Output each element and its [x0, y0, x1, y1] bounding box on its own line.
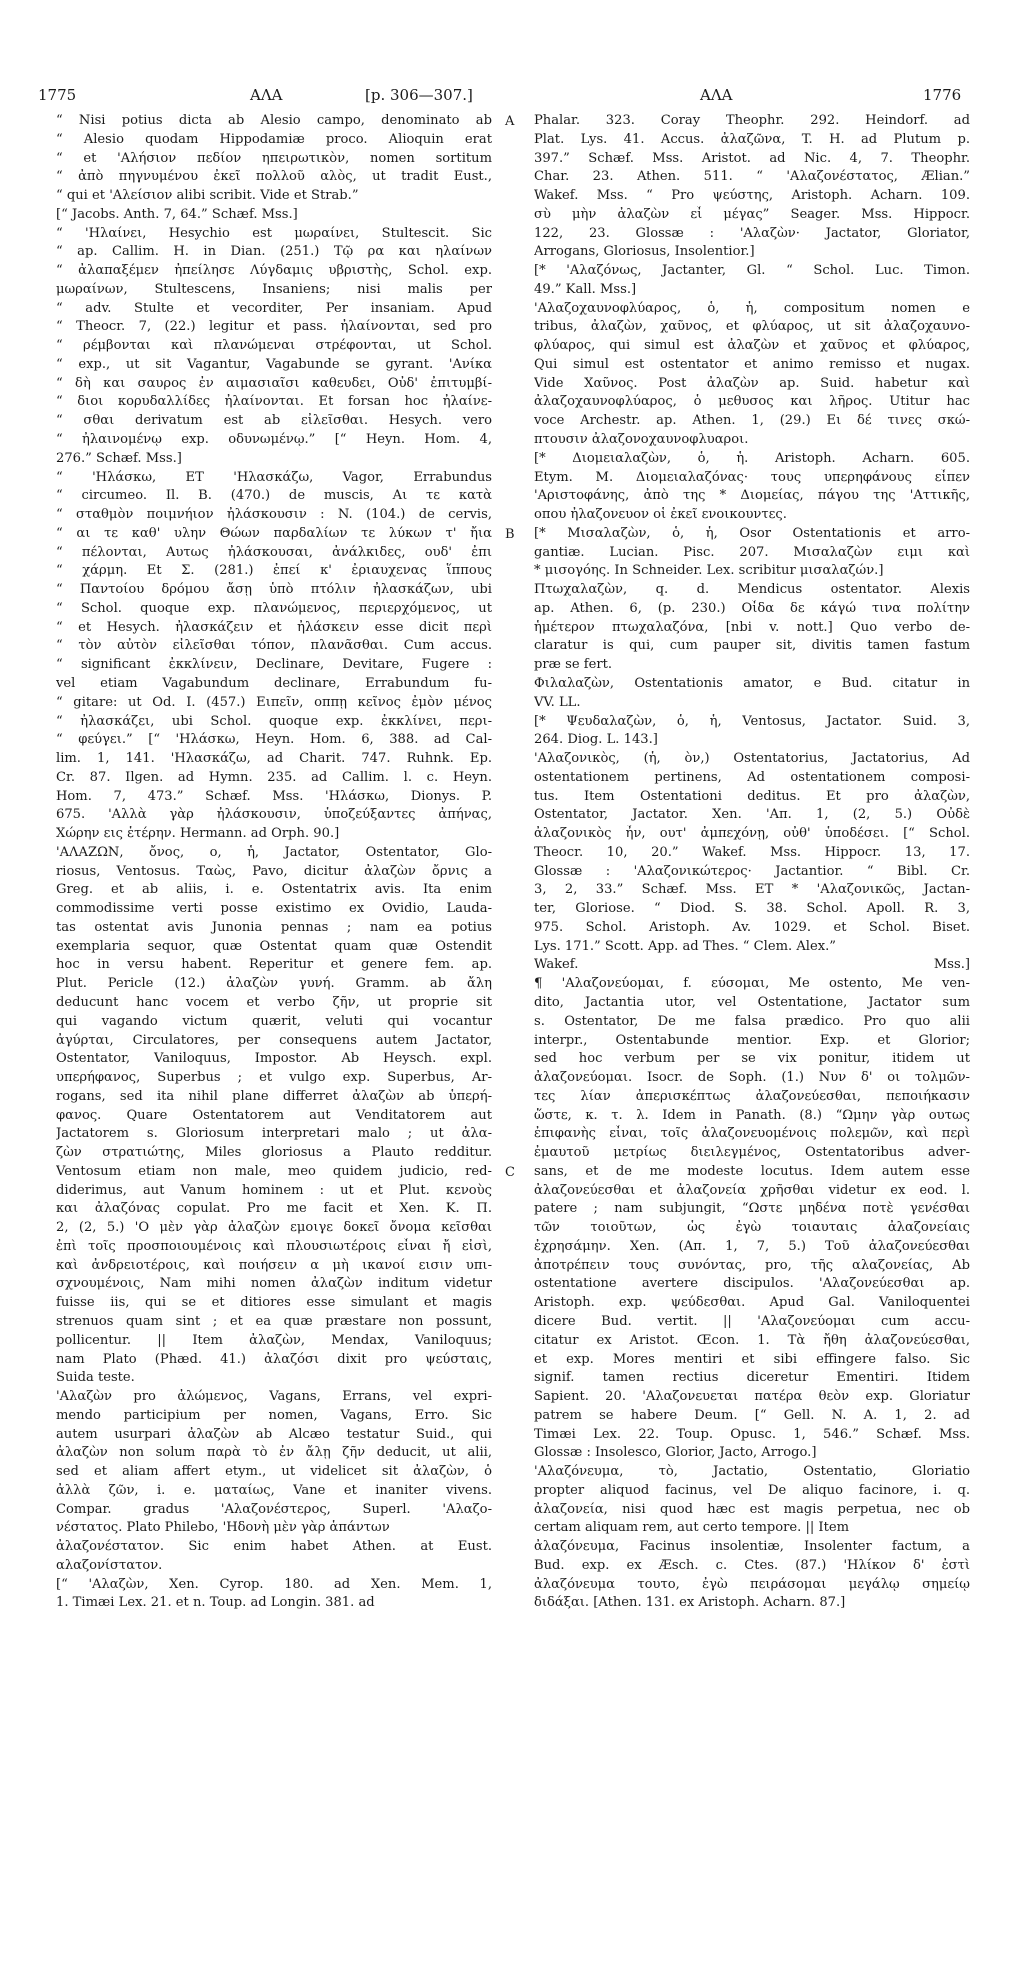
- text-line: VV. LL.: [534, 694, 581, 710]
- text-line: “ ρέμβονται καὶ πλανώμεναι στρέφονται, ut Schol.: [56, 338, 492, 354]
- text-line: 2, (2, 5.) 'Ο μὲν γὰρ ἀλαζὼν εμοιγε δοκεῖ ὄνομα κεῖσθαι: [56, 1220, 492, 1236]
- margin-mark-b: B: [505, 527, 515, 542]
- text-line: diderimus, aut Vanum hominem : ut et Plut. κενοὺς: [56, 1182, 492, 1198]
- right-page-number: 1776: [923, 86, 962, 104]
- text-line: tas ostentat avis Junonia pennas ; nam ea potius: [56, 919, 492, 935]
- text-line: “ qui et 'Αλείσιον alibi scribit. Vide et Strab.”: [56, 188, 359, 204]
- text-line: tus. Item Ostentationi deditus. Et pro ἀλαζὼν,: [534, 788, 970, 804]
- text-line: qui vagando victum quærit, veluti qui vocantur: [56, 1013, 492, 1029]
- text-line: “ Παντοίου δρόμου ἄσῃ ὑπὸ πτόλιν ἠλασκάζων, ubi: [56, 582, 492, 598]
- text-line: claratur is qui, cum pauper sit, divitis tamen fastum: [534, 638, 970, 654]
- text-line: “ πέλονται, Αυτως ἠλάσκουσαι, ἀνάλκιδες, ουδ' ἐπι: [56, 544, 492, 560]
- text-line: citatur ex Aristot. Œcon. 1. Τὰ ἤθη ἀλαζονεύεσθαι,: [534, 1332, 970, 1348]
- text-line: pollicentur. || Item ἀλαζὼν, Mendax, Vaniloquus;: [56, 1332, 492, 1348]
- text-line: ¶ 'Αλαζονεύομαι, f. εύσομαι, Me ostento, Me ven-: [534, 976, 970, 992]
- text-line: “ circumeo. Il. B. (470.) de muscis, Αι τε κατὰ: [56, 488, 492, 504]
- text-line: Cr. 87. Ilgen. ad Hymn. 235. ad Callim. l. c. Heyn.: [56, 769, 492, 785]
- text-line: διδάξαι. [Athen. 131. ex Aristoph. Acharn. 87.]: [534, 1595, 846, 1611]
- text-line: 3, 2, 33.” Schæf. Mss. ΕΤ * 'Αλαζονικῶς, Jactan-: [534, 882, 970, 898]
- text-line: φλύαρος, qui simul est ἀλαζὼν et χαῦνος et φλύαρος,: [534, 338, 970, 354]
- text-line: “ 'Ηλάσκω, ΕΤ 'Ηλασκάζω, Vagor, Errabundus: [56, 469, 492, 485]
- text-line: Glossæ : Insolesco, Glorior, Jacto, Arrogo.]: [534, 1445, 817, 1461]
- text-line: ἐπὶ τοῖς προσποιουμένοις καὶ πλουσιωτέροις εἶναι ἤ εἰσὶ,: [56, 1238, 492, 1254]
- text-line: 'ΑΛΑΖΩΝ, ὄνος, ο, ἡ, Jactator, Ostentator, Glo-: [56, 844, 492, 860]
- text-line: “ δὴ και σαυρος ἐν αιμασιαῖσι καθευδει, Οὐδ' ἐπιτυμβί-: [56, 375, 492, 391]
- text-line: 675. 'Αλλὰ γὰρ ἠλάσκουσιν, ὑποζεύξαντες ἀπήνας,: [56, 807, 492, 823]
- text-line: καὶ ἀνδρειοτέροις, καὶ ποιήσειν α μὴ ικανοί εισιν υπι-: [56, 1257, 492, 1273]
- text-line: “ exp., ut sit Vagantur, Vagabunde se gyrant. 'Ανίκα: [56, 356, 492, 372]
- text-line: [“ Jacobs. Anth. 7, 64.” Schæf. Mss.]: [56, 206, 298, 222]
- text-line: fuisse iis, qui se et ditiores esse simulant et magis: [56, 1295, 492, 1311]
- text-line: “ ἀλαπαξέμεν ἠπείλησε Λύγδαμις υβριστὴς, Schol. exp.: [56, 263, 492, 279]
- text-line: [* Μισαλαζὼν, ὁ, ἡ, Osor Ostentationis et arro-: [534, 525, 970, 541]
- text-line: strenuos quam sint ; et ea quæ præstare non possunt,: [56, 1314, 492, 1329]
- text-line: “ ἠλασκάζει, ubi Schol. quoque exp. ἐκκλίνει, περι-: [56, 713, 492, 729]
- text-line: Compar. gradus 'Αλαζονέστερος, Superl. 'Αλαζο-: [56, 1501, 492, 1517]
- text-line: Greg. et ab aliis, i. e. Ostentatrix avis. Ita enim: [56, 882, 492, 898]
- text-line: vel etiam Vagabundum declinare, Errabundum fu-: [56, 675, 492, 691]
- text-line: “ Schol. quoque exp. πλανώμενος, περιερχόμενος, ut: [56, 600, 492, 616]
- text-line: Wakef. Mss. “ Pro ψεύστης, Aristoph. Acharn. 109.: [534, 188, 970, 204]
- text-line: Πτωχαλαζὼν, q. d. Mendicus ostentator. Alexis: [534, 582, 970, 598]
- text-line: 'Αριστοφάνης, ἀπὸ της * Διομείας, πάγου της 'Αττικῆς,: [534, 488, 970, 504]
- text-line: interpr., Ostentabunde mentior. Exp. et Glorior;: [534, 1032, 970, 1048]
- text-line: 'Αλαζὼν pro ἀλώμενος, Vagans, Errans, vel expri-: [56, 1389, 492, 1405]
- text-line: 'Αλαζόνευμα, τὸ, Jactatio, Ostentatio, Gloriatio: [534, 1464, 970, 1480]
- text-line: Ostentator, Jactator. Xen. 'Απ. 1, (2, 5.) Οὐδὲ: [534, 807, 970, 823]
- text-line: Ostentator, Vaniloquus, Impostor. Ab Heysch. expl.: [56, 1051, 492, 1067]
- text-line: “ Alesio quodam Hippodamiæ proco. Alioquin erat: [56, 131, 492, 147]
- text-line: “ et Hesych. ἠλασκάζειν et ἠλάσκειν esse dicit περὶ: [56, 619, 492, 635]
- text-line: Suida teste.: [56, 1370, 135, 1386]
- text-line: ἀλαζόνευμα τουτο, ἐγὼ πειράσομαι μεγάλῳ σημείῳ: [534, 1576, 970, 1592]
- text-line: “ ἀπὸ πηγνυμένου ἐκεῖ πολλοῦ αλὸς, ut tradit Eust.,: [56, 169, 492, 185]
- text-line: ἀλαζονέστατον. Sic enim habet Athen. at Eust.: [56, 1539, 492, 1555]
- text-line: patrem se habere Deum. [“ Gell. N. A. 1, 2. ad: [534, 1407, 970, 1423]
- text-line: nam Plato (Phæd. 41.) ἀλαζόσι dixit pro ψεύσταις,: [56, 1351, 492, 1367]
- text-line: propter aliquod facinus, vel De aliquo facinore, i. q.: [534, 1482, 970, 1498]
- text-line: ἀλλὰ ζῶν, i. e. ματαίως, Vane et inaniter vivens.: [56, 1482, 492, 1498]
- text-line: νέστατος. Plato Philebo, 'Ηδονὴ μὲν γὰρ ἁπάντων: [56, 1520, 390, 1536]
- text-line: * μισογόης. In Schneider. Lex. scribitur μισαλαζών.]: [534, 563, 884, 579]
- text-line: “ 'Ηλαίνει, Hesychio est μωραίνει, Stultescit. Sic: [56, 225, 492, 241]
- text-line: dicere Bud. vertit. || 'Αλαζονεύομαι cum accu-: [534, 1314, 970, 1329]
- text-line: [* 'Αλαζόνως, Jactanter, Gl. “ Schol. Luc. Timon.: [534, 263, 970, 279]
- text-line: tribus, ἀλαζὼν, χαῦνος, et φλύαρος, ut sit ἀλαζοχαυνο-: [534, 319, 970, 335]
- left-running-head: ΑΛΑ: [250, 86, 283, 104]
- text-line: riosus, Ventosus. Ταὼς, Pavo, dicitur ἀλαζὼν ὄρνις a: [56, 863, 492, 879]
- right-running-head: ΑΛΑ: [700, 86, 733, 104]
- text-line: “ et 'Αλήσιον πεδίον ηπειρωτικὸν, nomen sortitum: [56, 150, 492, 166]
- text-line: commodissime verti posse existimo ex Ovidio, Lauda-: [56, 901, 492, 917]
- text-line: Phalar. 323. Coray Theophr. 292. Heindorf. ad: [534, 113, 970, 128]
- text-line: ἀλαζονεύομαι. Isocr. de Soph. (1.) Νυν δ' οι τολμῶν-: [534, 1070, 970, 1086]
- text-line: lim. 1, 141. 'Ηλασκάζω, ad Charit. 747. Ruhnk. Ep.: [56, 751, 492, 767]
- text-line: Ventosum etiam non male, meo quidem judicio, red-: [56, 1163, 492, 1179]
- text-line: “ τὸν αὐτὸν εἰλεῖσθαι τόπον, πλανᾶσθαι. Cum accus.: [56, 638, 492, 654]
- text-line: “ gitare: ut Od. I. (457.) Ειπεῖν, οππῃ κεῖνος ἐμὸν μένος: [56, 694, 492, 710]
- text-line: deducunt hanc vocem et verbo ζῆν, ut proprie sit: [56, 994, 492, 1010]
- text-line: Lys. 171.” Scott. App. ad Thes. “ Clem. Alex.”: [534, 938, 836, 954]
- text-line: και ἀλαζόνας copulat. Pro me facit et Xen. Κ. Π.: [56, 1201, 492, 1217]
- text-line: υπερήφανος, Superbus ; et vulgo exp. Superbus, Ar-: [56, 1070, 492, 1086]
- text-line: “ Theocr. 7, (22.) legitur et pass. ἠλαίνονται, sed pro: [56, 319, 492, 335]
- left-column: [56, 112, 492, 1613]
- text-line: ἀλαζονεύεσθαι et ἀλαζονεία χρῆσθαι videtur ex eod. l.: [534, 1182, 970, 1198]
- text-line: Χώρην εις ἑτέρην. Hermann. ad Orph. 90.]: [56, 826, 340, 842]
- text-line: ἀλαζὼν non solum παρὰ τὸ ἐν ἄλῃ ζῆν deducit, ut alii,: [56, 1445, 492, 1461]
- text-line: ἐπιφανὴς εἶναι, τοῖς ἀλαζονευομένοις πολεμῶν, καὶ περὶ: [534, 1126, 970, 1142]
- text-line: [* Διομειαλαζὼν, ὁ, ἡ. Aristoph. Acharn. 605.: [534, 450, 970, 466]
- text-line: “ ἠλαινομένῳ exp. οδυνωμένῳ.” [“ Heyn. Hom. 4,: [56, 432, 492, 448]
- text-line: autem usurpari ἀλαζὼν ab Alcæo testatur Suid., qui: [56, 1426, 492, 1442]
- text-line: Bud. exp. ex Æsch. c. Ctes. (87.) 'Ηλίκον δ' ἐστὶ: [534, 1557, 970, 1573]
- text-line: dito, Jactantia utor, vel Ostentatione, Jactator sum: [534, 994, 970, 1010]
- text-line: exemplaria sequor, quæ Ostentat quam quæ Ostendit: [56, 938, 492, 954]
- text-line: “ ap. Callim. H. in Dian. (251.) Τῷ ρα και ηλαίνων: [56, 244, 492, 260]
- text-line: 264. Diog. L. 143.]: [534, 732, 658, 748]
- text-line: ἀποτρέπειν τους συνόντας, pro, τῆς αλαζονείας, Ab: [534, 1257, 970, 1273]
- text-line: τῶν τοιοῦτων, ὡς ἐγὼ τοιαυταις ἀλαζονείαις: [534, 1220, 970, 1236]
- text-line: Glossæ : 'Αλαζονικώτερος· Jactantior. “ Bibl. Cr.: [534, 863, 970, 879]
- text-line: 'Αλαζοχαυνοφλύαρος, ὁ, ἡ, compositum nomen e: [534, 300, 970, 316]
- text-line: ἐμαυτοῦ μετρίως διειλεγμένος, Ostentatoribus adver-: [534, 1145, 970, 1161]
- text-line: τες λίαν ἀπερισκέπτως ἀλαζονεύεσθαι, πεποιήκασιν: [534, 1088, 970, 1104]
- text-line: “ adv. Stulte et vecorditer, Per insaniam. Apud: [56, 300, 492, 316]
- text-line: [* Ψευδαλαζὼν, ὁ, ἡ, Ventosus, Jactator. Suid. 3,: [534, 713, 970, 729]
- text-line: Plut. Pericle (12.) ἀλαζὼν γυνή. Gramm. ab ἄλη: [56, 976, 492, 992]
- text-line: gantiæ. Lucian. Pisc. 207. Μισαλαζὼν ειμι καὶ: [534, 544, 970, 560]
- text-line: Φιλαλαζὼν, Ostentationis amator, e Bud. citatur in: [534, 675, 970, 691]
- text-line: Plat. Lys. 41. Accus. ἀλαζῶνα, T. H. ad Plutum p.: [534, 131, 970, 147]
- text-line: “ χάρμη. Et Σ. (281.) ἐπεί κ' ἐριαυχενας ἵππους: [56, 563, 492, 579]
- text-line: οπου ἠλαζονευον οἱ ἐκεῖ ενοικουντες.: [534, 507, 787, 523]
- text-line: μωραίνων, Stultescens, Insaniens; nisi malis per: [56, 281, 492, 297]
- text-line: Etym. M. Διομειαλαζόνας· τους υπερηφάνους εἶπεν: [534, 469, 970, 485]
- text-line: “ αι τε καθ' υλην Θώων παρδαλίων τε λύκων τ' ἤια: [56, 525, 492, 541]
- text-line: voce Archestr. ap. Athen. 1, (29.) Ει δέ τινες σκώ-: [534, 413, 970, 429]
- text-line: ἀλαζονικὸς ἦν, ουτ' ἀμπεχόνῃ, οὐθ' ὑποδέσει. [“ Schol.: [534, 826, 970, 842]
- text-line: Qui simul est ostentator et animo remisso et nugax.: [534, 356, 970, 372]
- page-range: [p. 306—307.]: [365, 86, 473, 104]
- text-line: sed hoc verbum per se vix ponitur, itidem ut: [534, 1051, 970, 1067]
- text-line: ἡμέτερον πτωχαλαζόνα, [nbi v. nott.] Quo verbo de-: [534, 619, 970, 635]
- text-line: ἀλαζόνευμα, Facinus insolentiæ, Insolenter factum, a: [534, 1539, 970, 1555]
- text-line: 276.” Schæf. Mss.]: [56, 450, 182, 466]
- text-line: [“ 'Αλαζὼν, Xen. Cyrop. 180. ad Xen. Mem. 1,: [56, 1576, 492, 1592]
- text-line: ὥστε, κ. τ. λ. Idem in Panath. (8.) “Ωμην γὰρ ουτως: [534, 1107, 970, 1123]
- text-line: 1. Timæi Lex. 21. et n. Toup. ad Longin. 381. ad: [56, 1595, 375, 1611]
- text-line: et exp. Mores mentiri et sibi effingere falso. Sic: [534, 1351, 970, 1367]
- text-line: Hom. 7, 473.” Schæf. Mss. 'Ηλάσκω, Dionys. P.: [56, 788, 492, 804]
- text-line: πτουσιν ἀλαζονοχαυνοφλυαροι.: [534, 432, 749, 448]
- text-line: 122, 23. Glossæ : 'Αλαζὼν· Jactator, Gloriator,: [534, 225, 970, 241]
- text-line: patere ; nam subjungit, “Ωστε μηδένα ποτὲ γενέσθαι: [534, 1201, 970, 1217]
- text-line: ἀλαζοχαυνοφλύαρος, ὁ μεθυσος και λῆρος. Utitur hac: [534, 394, 970, 410]
- margin-mark-c: C: [505, 1165, 515, 1180]
- text-line: Vide Χαῦνος. Post ἀλαζὼν ap. Suid. habetur καὶ: [534, 375, 970, 391]
- right-column: [534, 112, 970, 1613]
- text-line: ζὼν στρατιώτης, Miles gloriosus a Plauto redditur.: [56, 1145, 492, 1161]
- text-line: signif. tamen rectius diceretur Ementiri. Itidem: [534, 1370, 970, 1386]
- text-line: 397.” Schæf. Mss. Aristot. ad Nic. 4, 7. Theophr.: [534, 150, 970, 166]
- text-line: ap. Athen. 6, (p. 230.) Οἶδα δε κάγώ τινα πολίτην: [534, 600, 970, 616]
- text-line: s. Ostentator, De me falsa prædico. Pro quo alii: [534, 1013, 970, 1029]
- text-line: Arrogans, Gloriosus, Insolentior.]: [534, 244, 755, 260]
- text-line: hoc in versu habent. Reperitur et genere fem. ap.: [56, 957, 492, 973]
- text-line: certam aliquam rem, aut certo tempore. || Item: [534, 1520, 850, 1536]
- text-line: Char. 23. Athen. 511. “ 'Αλαζονέστατος, Ælian.”: [534, 169, 970, 185]
- text-line: præ se fert.: [534, 657, 613, 673]
- text-line: “ Nisi potius dicta ab Alesio campo, denominato ab: [56, 113, 492, 128]
- text-line: 975. Schol. Aristoph. Av. 1029. et Schol. Biset.: [534, 919, 970, 935]
- text-line: Sapient. 20. 'Αλαζονευεται πατέρα θεὸν exp. Gloriatur: [534, 1389, 970, 1405]
- text-line: ostentatione avertere discipulos. 'Αλαζονεύεσθαι ap.: [534, 1276, 970, 1292]
- text-line: 'Αλαζονικὸς, (ἡ, ὸν,) Ostentatorius, Jactatorius, Ad: [534, 751, 970, 767]
- margin-mark-a: A: [505, 114, 515, 129]
- text-line: ostentationem pertinens, Ad ostentationem composi-: [534, 769, 970, 785]
- text-line: ἀλαζονεία, nisi quod hæc est magis perpetua, nec ob: [534, 1501, 970, 1517]
- text-line: Wakef. Mss.]: [534, 957, 970, 973]
- page-header: [0, 86, 1024, 112]
- text-line: σὺ μὴν ἀλαζὼν εἶ μέγας” Seager. Mss. Hippocr.: [534, 206, 970, 222]
- text-line: 49.” Kall. Mss.]: [534, 281, 637, 297]
- text-line: σχνουμένοις, Nam mihi nomen ἀλαζὼν inditum videtur: [56, 1276, 492, 1292]
- text-line: ἐχρησάμην. Xen. (Απ. 1, 7, 5.) Τοῦ ἀλαζονεύεσθαι: [534, 1238, 970, 1254]
- text-line: Theocr. 10, 20.” Wakef. Mss. Hippocr. 13, 17.: [534, 844, 970, 860]
- text-line: sed et aliam affert etym., ut videlicet sit ἀλαζὼν, ὁ: [56, 1464, 492, 1480]
- text-line: ter, Gloriose. “ Diod. S. 38. Schol. Apoll. R. 3,: [534, 901, 970, 917]
- text-line: “ διοι κορυδαλλίδες ἠλαίνονται. Et forsan hoc ἠλαίνε-: [56, 394, 492, 410]
- text-line: αλαζονίστατον.: [56, 1557, 163, 1573]
- text-line: φανος. Quare Ostentatorem aut Venditatorem aut: [56, 1107, 492, 1123]
- text-line: “ σταθμὸν ποιμνήιον ἠλάσκουσιν : N. (104.) de cervis,: [56, 507, 492, 523]
- text-line: Timæi Lex. 22. Toup. Opusc. 1, 546.” Schæf. Mss.: [534, 1426, 970, 1442]
- text-line: sans, et de me modeste locutus. Idem autem esse: [534, 1163, 970, 1179]
- left-page-number: 1775: [38, 86, 77, 104]
- text-line: rogans, sed ita nihil plane differret ἀλαζὼν ab ὑπερή-: [56, 1088, 492, 1104]
- text-line: Aristoph. exp. ψεύδεσθαι. Apud Gal. Vaniloquentei: [534, 1295, 970, 1311]
- text-line: ἀγύρται, Circulatores, per consequens autem Jactator,: [56, 1032, 492, 1048]
- text-line: mendo participium per nomen, Vagans, Erro. Sic: [56, 1407, 492, 1423]
- text-line: “ significant ἐκκλίνειν, Declinare, Devitare, Fugere :: [56, 657, 492, 673]
- text-line: “ σθαι derivatum est ab εἰλεῖσθαι. Hesych. vero: [56, 413, 492, 429]
- text-line: Jactatorem s. Gloriosum interpretari malo ; ut ἀλα-: [56, 1126, 492, 1142]
- text-line: “ φεύγει.” [“ 'Ηλάσκω, Heyn. Hom. 6, 388. ad Cal-: [56, 732, 492, 748]
